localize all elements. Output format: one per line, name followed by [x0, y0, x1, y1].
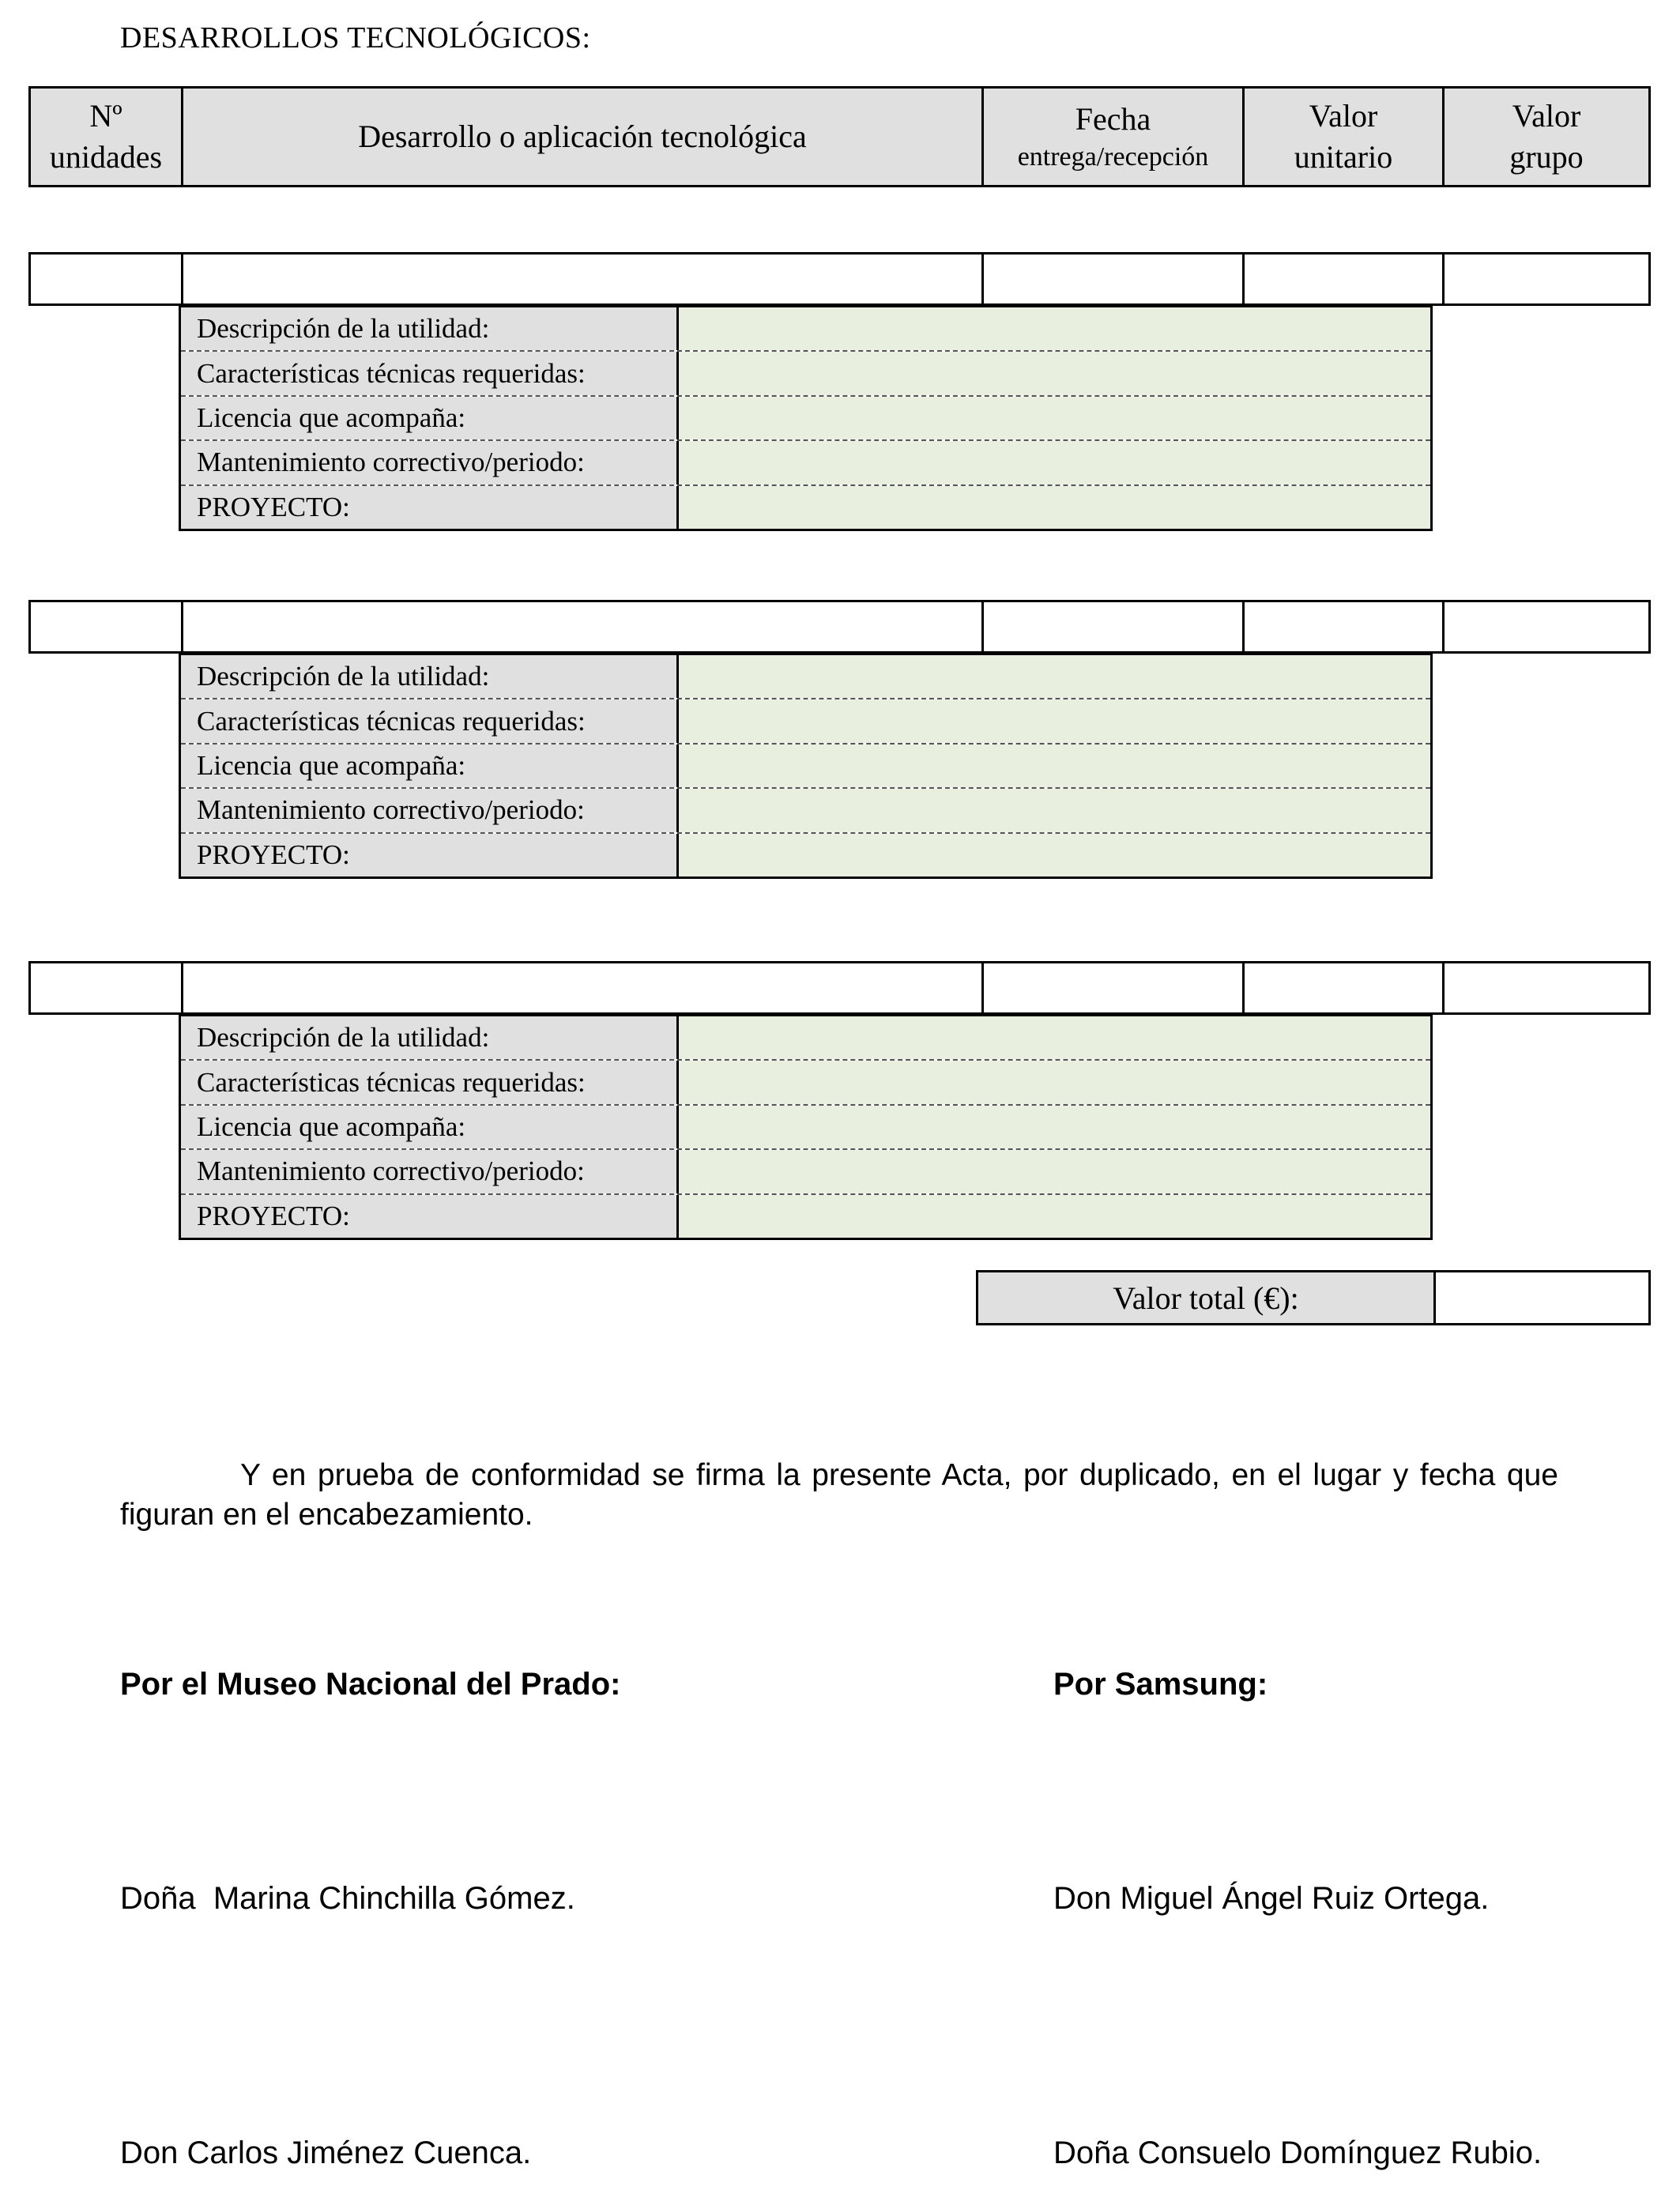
development-cell[interactable]: [183, 601, 983, 653]
header-unit-value-line2: unitario: [1294, 139, 1393, 175]
detail-row: [181, 397, 1430, 441]
total-table: [976, 1270, 1651, 1325]
detail-label: Descripción de la utilidad:: [181, 655, 679, 698]
detail-row: [181, 789, 1430, 833]
detail-row: [181, 834, 1430, 876]
detail-value[interactable]: [679, 1150, 1430, 1193]
signatory-right-2: Doña Consuelo Domínguez Rubio.: [1053, 2136, 1543, 2170]
detail-value[interactable]: [679, 397, 1430, 439]
detail-value[interactable]: [679, 789, 1430, 831]
detail-row: [181, 1061, 1430, 1105]
detail-value[interactable]: [679, 1016, 1430, 1059]
detail-row: [181, 307, 1430, 352]
detail-row: [181, 1016, 1430, 1061]
detail-row: [181, 655, 1430, 699]
item-row: [28, 961, 1651, 1015]
item-row: [28, 600, 1651, 654]
item-row: [28, 252, 1651, 306]
units-cell[interactable]: [30, 963, 183, 1014]
signature-heading-right: Por Samsung:: [1053, 1667, 1268, 1702]
group-value-cell[interactable]: [1444, 601, 1650, 653]
signature-heading-left: Por el Museo Nacional del Prado:: [120, 1667, 621, 1702]
header-group-value: [1444, 88, 1650, 187]
development-cell[interactable]: [183, 254, 983, 305]
header-development-label: Desarrollo o aplicación tecnológica: [358, 119, 807, 154]
detail-label: Mantenimiento correctivo/periodo:: [181, 441, 679, 484]
detail-label: Características técnicas requeridas:: [181, 699, 679, 742]
header-unit-value-line1: Valor: [1309, 98, 1378, 134]
header-unit-value: [1244, 88, 1444, 187]
header-group-value-line2: grupo: [1509, 139, 1584, 175]
detail-value[interactable]: [679, 834, 1430, 876]
header-date: [983, 88, 1244, 187]
signatory-left-2: Don Carlos Jiménez Cuenca.: [120, 2136, 532, 2170]
detail-row: [181, 699, 1430, 744]
total-value-cell[interactable]: [1435, 1272, 1650, 1325]
units-cell[interactable]: [30, 601, 183, 653]
date-cell[interactable]: [983, 601, 1244, 653]
detail-value[interactable]: [679, 1106, 1430, 1148]
units-cell[interactable]: [30, 254, 183, 305]
detail-value[interactable]: [679, 1195, 1430, 1238]
detail-value[interactable]: [679, 655, 1430, 698]
unit-value-cell[interactable]: [1244, 254, 1444, 305]
detail-row: [181, 441, 1430, 485]
header-units: [30, 88, 183, 187]
unit-value-cell[interactable]: [1244, 963, 1444, 1014]
detail-row: [181, 1150, 1430, 1194]
detail-label: Descripción de la utilidad:: [181, 307, 679, 350]
group-value-cell[interactable]: [1444, 963, 1650, 1014]
header-units-line1: Nº: [89, 98, 122, 134]
header-group-value-line1: Valor: [1512, 98, 1581, 134]
detail-label: Mantenimiento correctivo/periodo:: [181, 1150, 679, 1193]
header-development: [183, 88, 983, 187]
item-detail-table: [179, 1014, 1433, 1240]
date-cell[interactable]: [983, 963, 1244, 1014]
detail-row: [181, 486, 1430, 529]
detail-value[interactable]: [679, 745, 1430, 787]
section-title: DESARROLLOS TECNOLÓGICOS:: [120, 21, 591, 55]
detail-label: Descripción de la utilidad:: [181, 1016, 679, 1059]
detail-value[interactable]: [679, 441, 1430, 484]
detail-row: [181, 1106, 1430, 1150]
signatory-right-1: Don Miguel Ángel Ruiz Ortega.: [1053, 1881, 1490, 1916]
item-detail-table: [179, 653, 1433, 879]
detail-label: PROYECTO:: [181, 1195, 679, 1238]
detail-value[interactable]: [679, 1061, 1430, 1103]
header-units-line2: unidades: [49, 139, 163, 175]
detail-row: [181, 1195, 1430, 1238]
development-cell[interactable]: [183, 963, 983, 1014]
signatory-left-1: Doña Marina Chinchilla Gómez.: [120, 1881, 575, 1916]
detail-label: PROYECTO:: [181, 486, 679, 529]
detail-label: PROYECTO:: [181, 834, 679, 876]
detail-value[interactable]: [679, 699, 1430, 742]
item-detail-table: [179, 305, 1433, 531]
detail-label: Licencia que acompaña:: [181, 745, 679, 787]
closing-paragraph: Y en prueba de conformidad se firma la presente Acta, por duplicado, en el lugar y fecha que figuran en el encabezamiento.: [120, 1458, 1558, 1532]
header-table: [28, 86, 1651, 187]
group-value-cell[interactable]: [1444, 254, 1650, 305]
detail-label: Características técnicas requeridas:: [181, 1061, 679, 1103]
header-date-line2: entrega/recepción: [1017, 141, 1209, 172]
detail-row: [181, 352, 1430, 396]
total-label: Valor total (€):: [977, 1272, 1435, 1325]
detail-label: Licencia que acompaña:: [181, 397, 679, 439]
detail-value[interactable]: [679, 486, 1430, 529]
detail-value[interactable]: [679, 307, 1430, 350]
detail-label: Mantenimiento correctivo/periodo:: [181, 789, 679, 831]
date-cell[interactable]: [983, 254, 1244, 305]
unit-value-cell[interactable]: [1244, 601, 1444, 653]
header-date-line1: Fecha: [1075, 100, 1151, 137]
detail-label: Licencia que acompaña:: [181, 1106, 679, 1148]
detail-row: [181, 745, 1430, 789]
detail-value[interactable]: [679, 352, 1430, 394]
detail-label: Características técnicas requeridas:: [181, 352, 679, 394]
